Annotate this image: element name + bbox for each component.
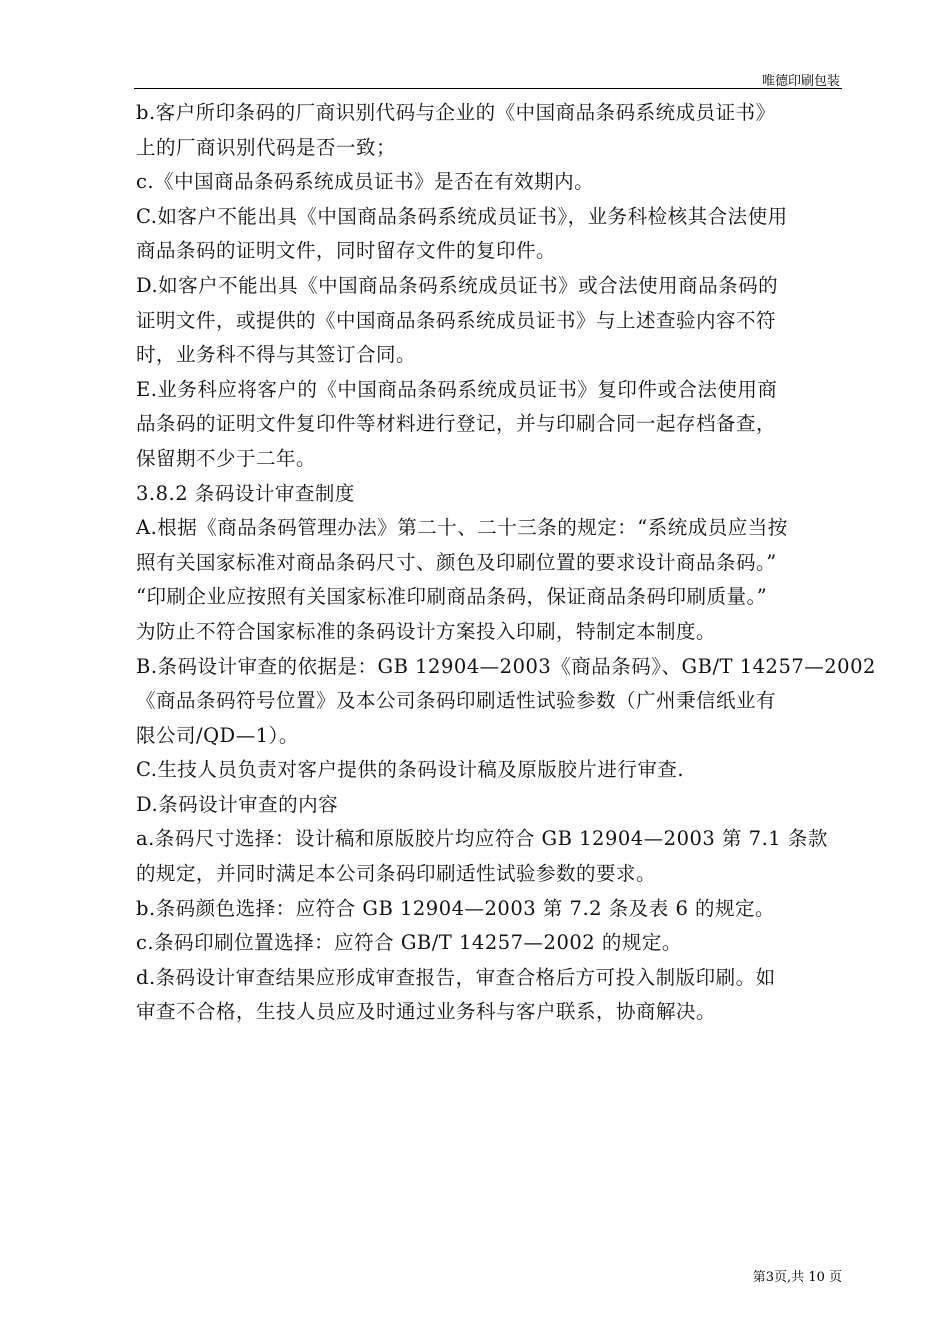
- text-line: 3.8.2 条码设计审查制度: [136, 481, 355, 505]
- text-line: d.条码设计审查结果应形成审查报告，审查合格后方可投入制版印刷。如: [136, 965, 776, 989]
- text-line: C.生技人员负责对客户提供的条码设计稿及原版胶片进行审查.: [136, 758, 685, 782]
- text-line: 限公司/QD—1）。: [136, 723, 299, 747]
- text-line: 时，业务科不得与其签订合同。: [136, 343, 417, 367]
- text-line: c.条码印刷位置选择：应符合 GB/T 14257—2002 的规定。: [136, 931, 682, 955]
- header-company-name: 唯德印刷包装: [761, 74, 840, 89]
- text-line: a.条码尺寸选择：设计稿和原版胶片均应符合 GB 12904—2003 第 7.1 条款: [136, 827, 828, 851]
- text-line: 的规定，并同时满足本公司条码印刷适性试验参数的要求。: [136, 862, 657, 886]
- text-line: 商品条码的证明文件，同时留存文件的复印件。: [136, 239, 557, 263]
- footer-page-number: 第3页,共 10 页: [752, 1270, 842, 1285]
- text-line: 保留期不少于二年。: [136, 446, 317, 470]
- text-line: C.如客户不能出具《中国商品条码系统成员证书》，业务科检核其合法使用: [136, 204, 788, 228]
- text-line: A.根据《商品条码管理办法》第二十、二十三条的规定：“系统成员应当按: [136, 516, 788, 540]
- text-line: 品条码的证明文件复印件等材料进行登记，并与印刷合同一起存档备查，: [136, 412, 777, 436]
- text-line: E.业务科应将客户的《中国商品条码系统成员证书》复印件或合法使用商: [136, 377, 778, 401]
- text-line: B.条码设计审查的依据是：GB 12904—2003《商品条码》、GB/T 14257—2002: [136, 654, 876, 678]
- text-line: D.条码设计审查的内容: [136, 792, 339, 816]
- text-line: b.条码颜色选择：应符合 GB 12904—2003 第 7.2 条及表 6 的规定。: [136, 896, 776, 920]
- text-line: b.客户所印条码的厂商识别代码与企业的《中国商品条码系统成员证书》: [136, 101, 776, 124]
- text-line: “印刷企业应按照有关国家标准印刷商品条码，保证商品条码印刷质量。”: [136, 585, 768, 609]
- text-line: 上的厂商识别代码是否一致；: [136, 135, 397, 159]
- text-line: c.《中国商品条码系统成员证书》是否在有效期内。: [136, 170, 595, 194]
- text-line: D.如客户不能出具《中国商品条码系统成员证书》或合法使用商品条码的: [136, 273, 779, 297]
- text-line: 照有关国家标准对商品条码尺寸、颜色及印刷位置的要求设计商品条码。”: [136, 550, 777, 574]
- header-rule: [134, 88, 842, 89]
- text-line: 审查不合格，生技人员应及时通过业务科与客户联系，协商解决。: [136, 1000, 717, 1024]
- text-line: 为防止不符合国家标准的条码设计方案投入印刷，特制定本制度。: [136, 619, 717, 643]
- text-line: 证明文件，或提供的《中国商品条码系统成员证书》与上述查验内容不符: [136, 308, 777, 332]
- text-line: 《商品条码符号位置》及本公司条码印刷适性试验参数（广州秉信纸业有: [136, 689, 777, 713]
- document-body: [136, 96, 876, 1030]
